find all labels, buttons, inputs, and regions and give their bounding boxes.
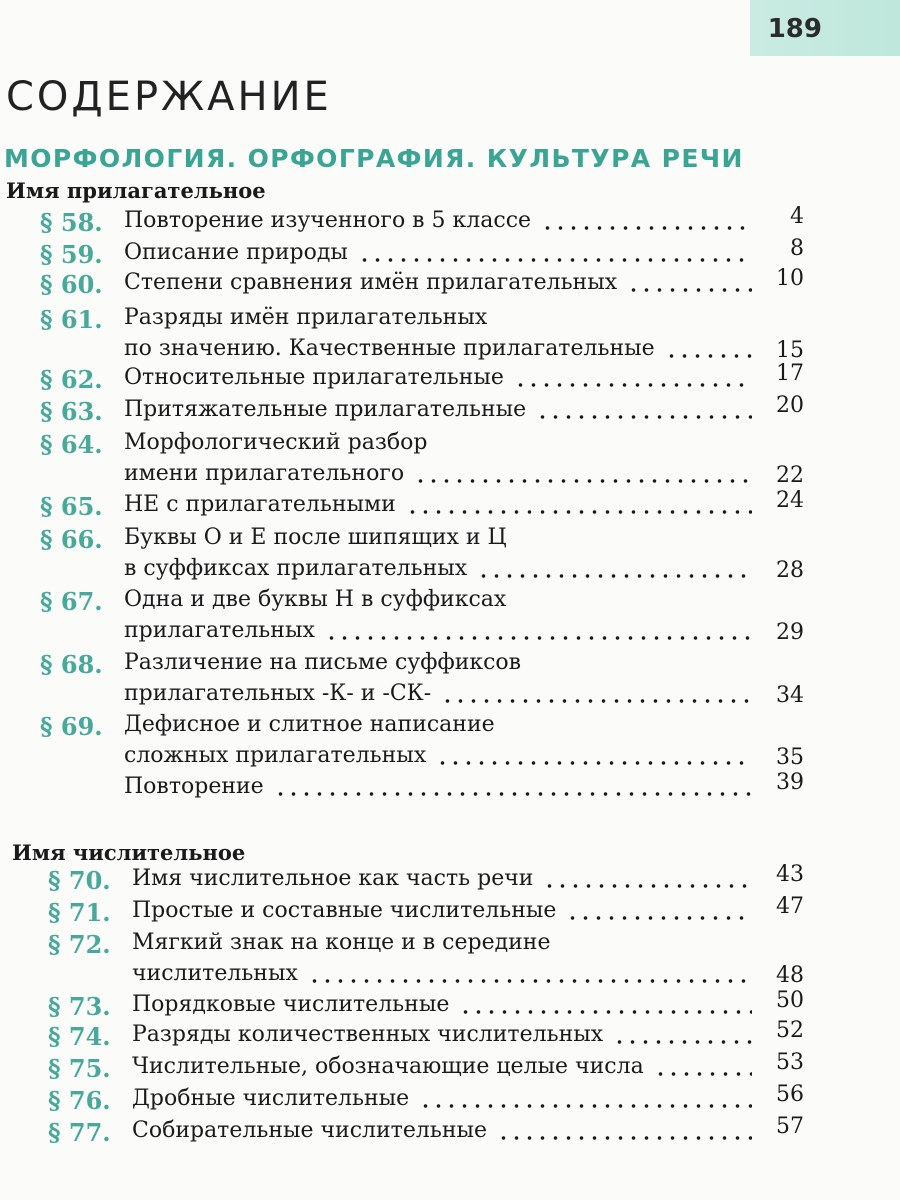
- entry-title-line: Собирательные числительные: [132, 1118, 488, 1143]
- page-ref: 22: [776, 463, 804, 488]
- page-ref: 29: [776, 620, 804, 645]
- paragraph-number: § 71.: [48, 898, 111, 927]
- paragraph-number: § 74.: [48, 1022, 111, 1051]
- entry-title-line: Дробные числительные: [132, 1086, 410, 1111]
- part-heading: Имя числительное: [12, 840, 246, 865]
- paragraph-number: § 70.: [48, 866, 111, 895]
- entry-title-line: Дефисное и слитное написание: [124, 712, 495, 737]
- paragraph-number: § 68.: [40, 650, 103, 679]
- dot-leader: [477, 574, 752, 578]
- paragraph-number: § 63.: [40, 397, 103, 426]
- entry-title-line: Числительные, обозначающие целые числа: [132, 1054, 644, 1079]
- dot-leader: [654, 1072, 752, 1076]
- entry-title-line: Притяжательные прилагательные: [124, 397, 527, 422]
- entry-title-line: числительных: [132, 961, 298, 986]
- dot-leader: [543, 884, 752, 888]
- entry-title-line: Простые и составные числительные: [132, 898, 557, 923]
- page-ref: 15: [776, 338, 804, 363]
- entry-title-line: в суффиксах прилагательных: [124, 556, 468, 581]
- entry-title-line: Степени сравнения имён прилагательных: [124, 270, 618, 295]
- dot-leader: [665, 354, 752, 358]
- dot-leader: [436, 761, 752, 765]
- dot-leader: [406, 510, 752, 514]
- dot-leader: [274, 792, 752, 796]
- dot-leader: [325, 636, 752, 640]
- entry-title-line: Повторение: [124, 774, 264, 799]
- paragraph-number: § 59.: [40, 240, 103, 269]
- paragraph-number: § 58.: [40, 208, 103, 237]
- page-ref: 20: [776, 393, 804, 418]
- dot-leader: [541, 226, 752, 230]
- entry-title-line: сложных прилагательных: [124, 743, 427, 768]
- paragraph-number: § 64.: [40, 430, 103, 459]
- page-ref: 57: [776, 1114, 804, 1139]
- entry-title-line: Описание природы: [124, 240, 348, 265]
- entry-title-line: Одна и две буквы Н в суффиксах: [124, 587, 507, 612]
- entry-title-line: прилагательных: [124, 618, 315, 643]
- dot-leader: [414, 479, 752, 483]
- paragraph-number: § 60.: [40, 270, 103, 299]
- page-ref: 10: [776, 266, 804, 291]
- entry-title-line: Морфологический разбор: [124, 430, 428, 455]
- entry-title-line: НЕ с прилагательными: [124, 492, 396, 517]
- page-ref: 56: [776, 1082, 804, 1107]
- dot-leader: [613, 1040, 752, 1044]
- entry-title-line: по значению. Качественные прилагательные: [124, 336, 655, 361]
- entry-title-line: прилагательных -К- и -СК-: [124, 681, 432, 706]
- section-heading: МОРФОЛОГИЯ. ОРФОГРАФИЯ. КУЛЬТУРА РЕЧИ: [4, 144, 744, 173]
- dot-leader: [514, 383, 752, 387]
- paragraph-number: § 66.: [40, 525, 103, 554]
- page-ref: 48: [776, 963, 804, 988]
- dot-leader: [566, 916, 752, 920]
- page-ref: 53: [776, 1050, 804, 1075]
- entry-title-line: Разряды имён прилагательных: [124, 305, 488, 330]
- paragraph-number: § 76.: [48, 1086, 111, 1115]
- page-ref: 43: [776, 862, 804, 887]
- paragraph-number: § 73.: [48, 992, 111, 1021]
- dot-leader: [627, 288, 752, 292]
- entry-title-line: Различение на письме суффиксов: [124, 650, 522, 675]
- page-ref: 4: [790, 204, 804, 229]
- paragraph-number: § 67.: [40, 587, 103, 616]
- page-ref: 28: [776, 558, 804, 583]
- page-ref: 8: [790, 236, 804, 261]
- dot-leader: [358, 258, 752, 262]
- dot-leader: [459, 1010, 752, 1014]
- paragraph-number: § 65.: [40, 492, 103, 521]
- part-heading: Имя прилагательное: [6, 178, 266, 203]
- page-ref: 17: [776, 361, 804, 386]
- page-title: СОДЕРЖАНИЕ: [6, 74, 332, 120]
- paragraph-number: § 75.: [48, 1054, 111, 1083]
- paragraph-number: § 69.: [40, 712, 103, 741]
- paragraph-number: § 72.: [48, 930, 111, 959]
- dot-leader: [497, 1136, 752, 1140]
- entry-title-line: Мягкий знак на конце и в середине: [132, 930, 551, 955]
- dot-leader: [441, 699, 752, 703]
- page-ref: 50: [776, 988, 804, 1013]
- dot-leader: [308, 979, 752, 983]
- entry-title-line: Имя числительное как часть речи: [132, 866, 534, 891]
- page-ref: 35: [776, 745, 804, 770]
- entry-title-line: Относительные прилагательные: [124, 365, 504, 390]
- page-ref: 34: [776, 683, 804, 708]
- page-ref: 47: [776, 894, 804, 919]
- page-ref: 24: [776, 488, 804, 513]
- paragraph-number: § 62.: [40, 365, 103, 394]
- page-ref: 39: [776, 770, 804, 795]
- entry-title-line: Порядковые числительные: [132, 992, 450, 1017]
- entry-title-line: Буквы О и Е после шипящих и Ц: [124, 525, 507, 550]
- entry-title-line: Повторение изученного в 5 классе: [124, 208, 532, 233]
- dot-leader: [536, 415, 752, 419]
- page-ref: 52: [776, 1018, 804, 1043]
- paragraph-number: § 77.: [48, 1118, 111, 1147]
- dot-leader: [419, 1104, 752, 1108]
- entry-title-line: имени прилагательного: [124, 461, 405, 486]
- page-number: 189: [767, 14, 822, 44]
- paragraph-number: § 61.: [40, 305, 103, 334]
- entry-title-line: Разряды количественных числительных: [132, 1022, 604, 1047]
